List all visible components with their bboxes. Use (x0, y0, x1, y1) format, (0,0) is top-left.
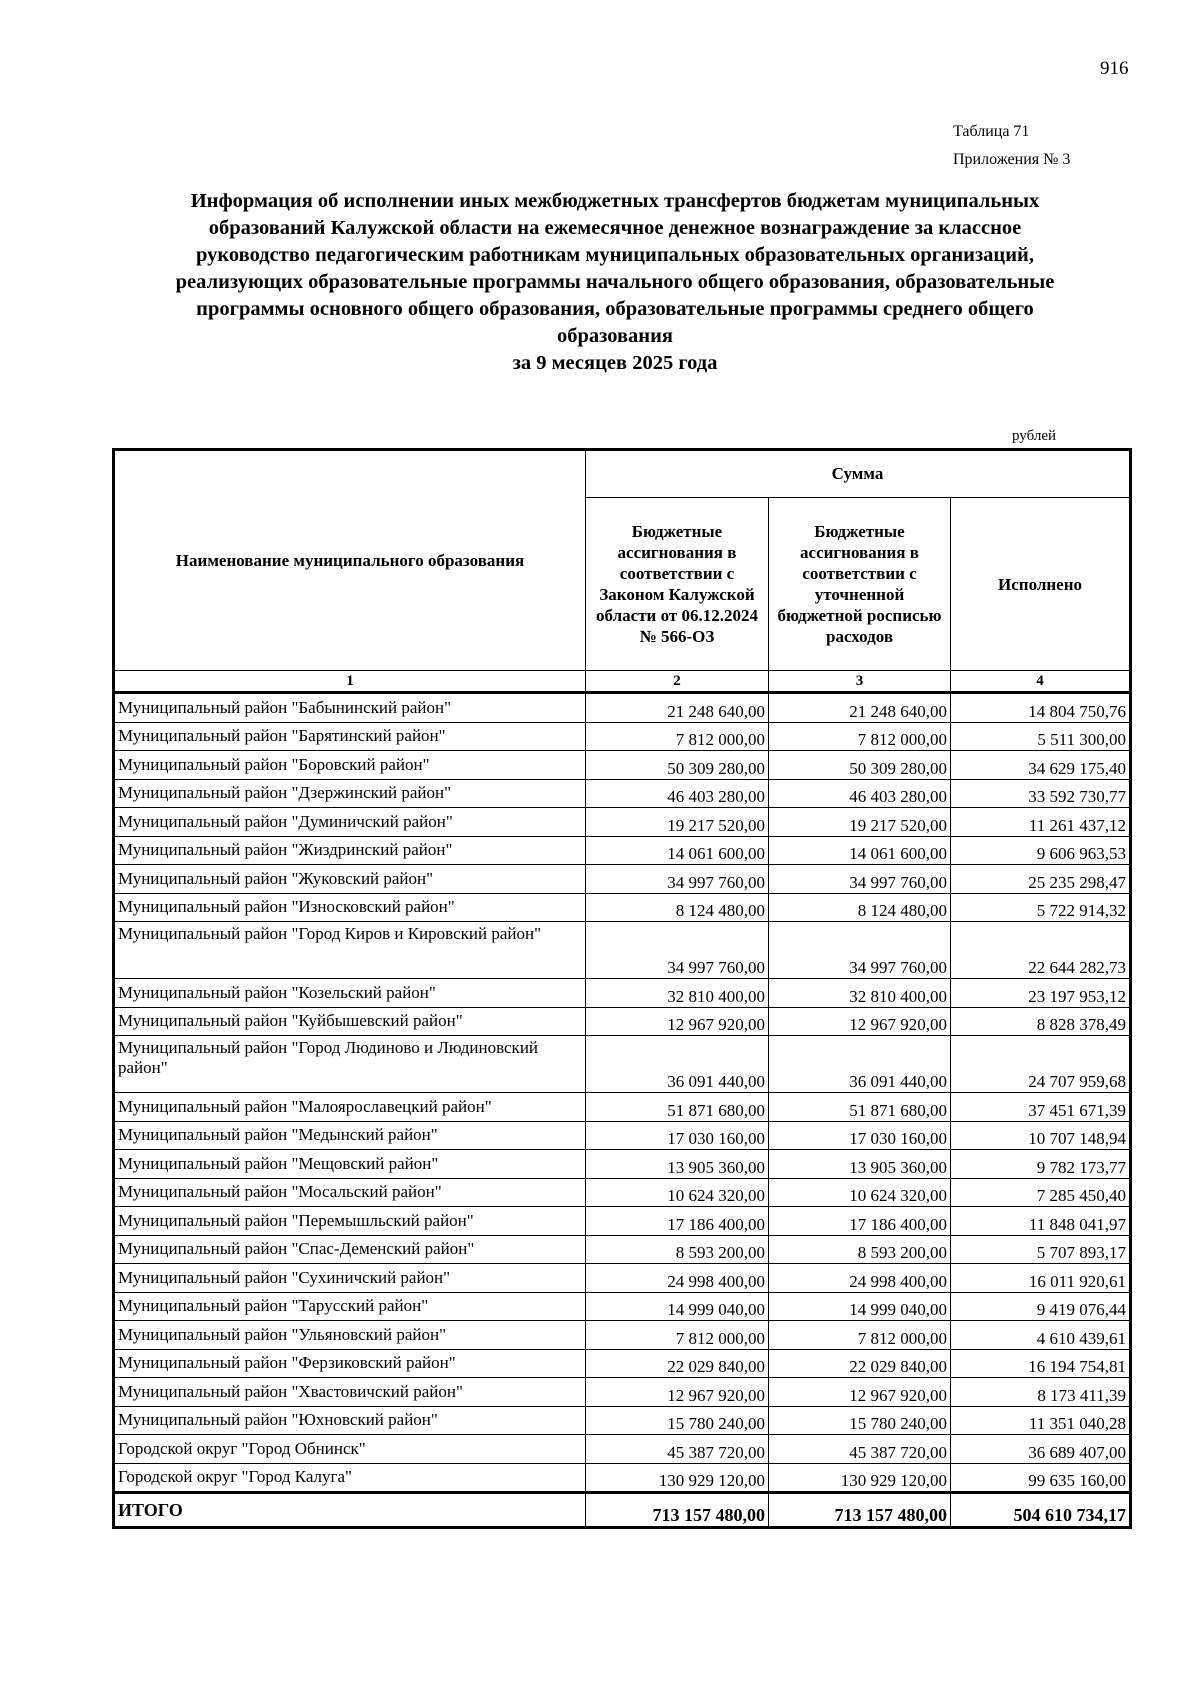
municipality-name: Муниципальный район "Город Киров и Кировский район" (114, 922, 586, 979)
column-number: 3 (769, 671, 951, 693)
law-allocations-cell: 7 812 000,00 (586, 1321, 769, 1350)
column-header-executed: Исполнено (951, 498, 1131, 671)
municipality-name: Муниципальный район "Мосальский район" (114, 1178, 586, 1207)
municipality-name: Муниципальный район "Перемышльский район" (114, 1207, 586, 1236)
municipality-name: Муниципальный район "Тарусский район" (114, 1292, 586, 1321)
executed-cell: 11 351 040,28 (951, 1406, 1131, 1435)
revised-allocations-cell: 12 967 920,00 (769, 1007, 951, 1036)
table-row (114, 1463, 1131, 1493)
title-line: образований Калужской области на ежемесячное денежное вознаграждение за классное (208, 217, 1022, 239)
executed-cell: 25 235 298,47 (951, 865, 1131, 894)
revised-allocations-cell: 50 309 280,00 (769, 751, 951, 780)
revised-allocations-cell: 46 403 280,00 (769, 779, 951, 808)
table-row (114, 693, 1131, 723)
executed-cell: 9 606 963,53 (951, 836, 1131, 865)
law-allocations-cell: 45 387 720,00 (586, 1435, 769, 1464)
law-allocations-cell: 36 091 440,00 (586, 1036, 769, 1093)
table-row (114, 1093, 1131, 1122)
table-row (114, 922, 1131, 979)
table-row (114, 836, 1131, 865)
municipality-name: Муниципальный район "Мещовский район" (114, 1150, 586, 1179)
executed-cell: 8 828 378,49 (951, 1007, 1131, 1036)
title-line: Информация об исполнении иных межбюджетных трансфертов бюджетам муниципальных (190, 190, 1040, 212)
title-line: реализующих образовательные программы начального общего образования, образовательные (175, 271, 1055, 293)
revised-allocations-cell: 34 997 760,00 (769, 865, 951, 894)
revised-allocations-cell: 7 812 000,00 (769, 722, 951, 751)
table-row (114, 1121, 1131, 1150)
law-allocations-cell: 50 309 280,00 (586, 751, 769, 780)
revised-allocations-cell: 36 091 440,00 (769, 1036, 951, 1093)
table-row (114, 1036, 1131, 1093)
municipality-name: Муниципальный район "Износковский район" (114, 893, 586, 922)
municipality-name: Муниципальный район "Барятинский район" (114, 722, 586, 751)
table-row (114, 893, 1131, 922)
law-allocations-cell: 7 812 000,00 (586, 722, 769, 751)
title-line: программы основного общего образования, образовательные программы среднего общего (196, 298, 1034, 320)
revised-allocations-cell: 51 871 680,00 (769, 1093, 951, 1122)
executed-cell: 10 707 148,94 (951, 1121, 1131, 1150)
table-row (114, 722, 1131, 751)
executed-cell: 22 644 282,73 (951, 922, 1131, 979)
revised-allocations-cell: 14 061 600,00 (769, 836, 951, 865)
municipality-name: Муниципальный район "Город Людиново и Людиновский район" (114, 1036, 586, 1093)
law-allocations-cell: 14 999 040,00 (586, 1292, 769, 1321)
total-law-allocations: 713 157 480,00 (586, 1493, 769, 1528)
page-number: 916 (1100, 58, 1129, 79)
revised-allocations-cell: 7 812 000,00 (769, 1321, 951, 1350)
law-allocations-cell: 46 403 280,00 (586, 779, 769, 808)
appendix-label: Приложения № 3 (953, 151, 1071, 168)
table-label: Таблица 71 (953, 123, 1030, 140)
revised-allocations-cell: 12 967 920,00 (769, 1378, 951, 1407)
column-header-sum: Сумма (586, 450, 1131, 498)
law-allocations-cell: 15 780 240,00 (586, 1406, 769, 1435)
law-allocations-cell: 8 593 200,00 (586, 1235, 769, 1264)
executed-cell: 5 722 914,32 (951, 893, 1131, 922)
law-allocations-cell: 12 967 920,00 (586, 1007, 769, 1036)
municipality-name: Муниципальный район "Козельский район" (114, 979, 586, 1008)
table-row (114, 979, 1131, 1008)
municipality-name: Муниципальный район "Сухиничский район" (114, 1264, 586, 1293)
executed-cell: 37 451 671,39 (951, 1093, 1131, 1122)
law-allocations-cell: 21 248 640,00 (586, 693, 769, 723)
column-number: 1 (114, 671, 586, 693)
executed-cell: 5 511 300,00 (951, 722, 1131, 751)
table-row (114, 1349, 1131, 1378)
municipality-name: Муниципальный район "Юхновский район" (114, 1406, 586, 1435)
column-header-name: Наименование муниципального образования (114, 450, 586, 671)
law-allocations-cell: 13 905 360,00 (586, 1150, 769, 1179)
column-number: 2 (586, 671, 769, 693)
municipality-name: Муниципальный район "Хвастовичский район" (114, 1378, 586, 1407)
table-row (114, 1321, 1131, 1350)
municipality-name: Муниципальный район "Дзержинский район" (114, 779, 586, 808)
total-revised-allocations: 713 157 480,00 (769, 1493, 951, 1528)
municipality-name: Муниципальный район "Ульяновский район" (114, 1321, 586, 1350)
municipality-name: Муниципальный район "Медынский район" (114, 1121, 586, 1150)
table-reference (953, 118, 1070, 174)
executed-cell: 4 610 439,61 (951, 1321, 1131, 1350)
revised-allocations-cell: 14 999 040,00 (769, 1292, 951, 1321)
law-allocations-cell: 130 929 120,00 (586, 1463, 769, 1493)
column-header-revised-allocations: Бюджетные ассигнования в соответствии с уточненной бюджетной росписью расходов (769, 498, 951, 671)
total-label: ИТОГО (114, 1493, 586, 1528)
table-row (114, 1435, 1131, 1464)
law-allocations-cell: 14 061 600,00 (586, 836, 769, 865)
revised-allocations-cell: 15 780 240,00 (769, 1406, 951, 1435)
table-row (114, 1007, 1131, 1036)
title-line: руководство педагогическим работникам муниципальных образовательных организаций, (195, 244, 1034, 266)
table-body (114, 693, 1131, 1493)
executed-cell: 16 011 920,61 (951, 1264, 1131, 1293)
executed-cell: 9 419 076,44 (951, 1292, 1131, 1321)
table-row (114, 1150, 1131, 1179)
law-allocations-cell: 32 810 400,00 (586, 979, 769, 1008)
law-allocations-cell: 17 186 400,00 (586, 1207, 769, 1236)
municipality-name: Муниципальный район "Бабынинский район" (114, 693, 586, 723)
total-row (114, 1493, 1131, 1528)
revised-allocations-cell: 17 030 160,00 (769, 1121, 951, 1150)
municipality-name: Муниципальный район "Спас-Деменский район" (114, 1235, 586, 1264)
table-row (114, 1207, 1131, 1236)
table-row (114, 1378, 1131, 1407)
document-title (140, 188, 1090, 377)
units-label: рублей (1012, 428, 1057, 444)
municipality-name: Муниципальный район "Жиздринский район" (114, 836, 586, 865)
table-row (114, 1264, 1131, 1293)
revised-allocations-cell: 8 124 480,00 (769, 893, 951, 922)
executed-cell: 14 804 750,76 (951, 693, 1131, 723)
executed-cell: 34 629 175,40 (951, 751, 1131, 780)
revised-allocations-cell: 24 998 400,00 (769, 1264, 951, 1293)
table-row (114, 865, 1131, 894)
revised-allocations-cell: 45 387 720,00 (769, 1435, 951, 1464)
revised-allocations-cell: 10 624 320,00 (769, 1178, 951, 1207)
law-allocations-cell: 34 997 760,00 (586, 865, 769, 894)
column-number: 4 (951, 671, 1131, 693)
executed-cell: 99 635 160,00 (951, 1463, 1131, 1493)
table-row (114, 808, 1131, 837)
revised-allocations-cell: 130 929 120,00 (769, 1463, 951, 1493)
revised-allocations-cell: 22 029 840,00 (769, 1349, 951, 1378)
law-allocations-cell: 8 124 480,00 (586, 893, 769, 922)
municipality-name: Городской округ "Город Обнинск" (114, 1435, 586, 1464)
law-allocations-cell: 17 030 160,00 (586, 1121, 769, 1150)
law-allocations-cell: 19 217 520,00 (586, 808, 769, 837)
executed-cell: 9 782 173,77 (951, 1150, 1131, 1179)
municipality-name: Муниципальный район "Малоярославецкий район" (114, 1093, 586, 1122)
table-row (114, 751, 1131, 780)
executed-cell: 36 689 407,00 (951, 1435, 1131, 1464)
law-allocations-cell: 10 624 320,00 (586, 1178, 769, 1207)
municipality-name: Муниципальный район "Думиничский район" (114, 808, 586, 837)
table-row (114, 1406, 1131, 1435)
municipality-name: Городской округ "Город Калуга" (114, 1463, 586, 1493)
executed-cell: 24 707 959,68 (951, 1036, 1131, 1093)
executed-cell: 33 592 730,77 (951, 779, 1131, 808)
municipality-name: Муниципальный район "Ферзиковский район" (114, 1349, 586, 1378)
municipality-name: Муниципальный район "Куйбышевский район" (114, 1007, 586, 1036)
table-row (114, 1292, 1131, 1321)
revised-allocations-cell: 8 593 200,00 (769, 1235, 951, 1264)
revised-allocations-cell: 17 186 400,00 (769, 1207, 951, 1236)
law-allocations-cell: 51 871 680,00 (586, 1093, 769, 1122)
executed-cell: 7 285 450,40 (951, 1178, 1131, 1207)
table-row (114, 1178, 1131, 1207)
revised-allocations-cell: 19 217 520,00 (769, 808, 951, 837)
municipality-name: Муниципальный район "Боровский район" (114, 751, 586, 780)
executed-cell: 16 194 754,81 (951, 1349, 1131, 1378)
law-allocations-cell: 22 029 840,00 (586, 1349, 769, 1378)
table-row (114, 779, 1131, 808)
executed-cell: 11 261 437,12 (951, 808, 1131, 837)
law-allocations-cell: 34 997 760,00 (586, 922, 769, 979)
executed-cell: 23 197 953,12 (951, 979, 1131, 1008)
executed-cell: 8 173 411,39 (951, 1378, 1131, 1407)
municipality-name: Муниципальный район "Жуковский район" (114, 865, 586, 894)
column-header-law-allocations: Бюджетные ассигнования в соответствии с Законом Калужской области от 06.12.2024 № 566-ОЗ (586, 498, 769, 671)
title-period: за 9 месяцев 2025 года (512, 352, 718, 374)
transfers-table (112, 448, 1132, 1529)
title-line: образования (556, 325, 674, 347)
law-allocations-cell: 24 998 400,00 (586, 1264, 769, 1293)
executed-cell: 11 848 041,97 (951, 1207, 1131, 1236)
revised-allocations-cell: 32 810 400,00 (769, 979, 951, 1008)
executed-cell: 5 707 893,17 (951, 1235, 1131, 1264)
revised-allocations-cell: 13 905 360,00 (769, 1150, 951, 1179)
table-row (114, 1235, 1131, 1264)
revised-allocations-cell: 21 248 640,00 (769, 693, 951, 723)
law-allocations-cell: 12 967 920,00 (586, 1378, 769, 1407)
total-executed: 504 610 734,17 (951, 1493, 1131, 1528)
revised-allocations-cell: 34 997 760,00 (769, 922, 951, 979)
